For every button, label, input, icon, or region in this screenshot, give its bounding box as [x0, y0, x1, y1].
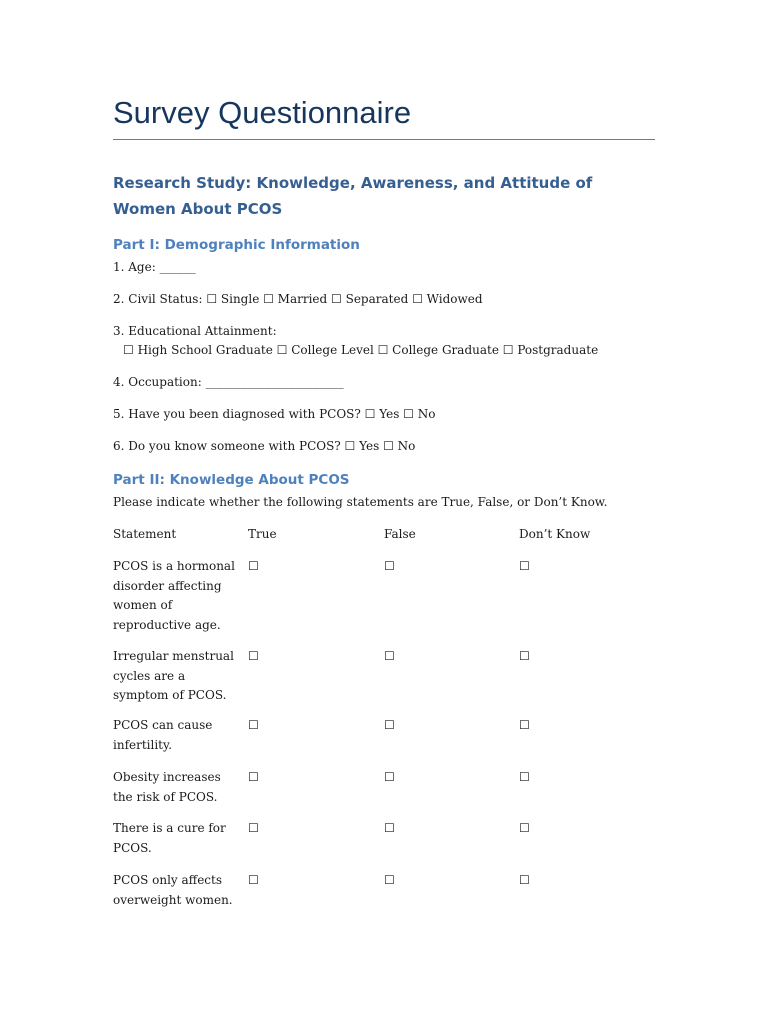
- part1-heading: Part I: Demographic Information: [113, 237, 360, 253]
- dont-know-checkbox[interactable]: ☐: [519, 559, 530, 573]
- false-checkbox[interactable]: ☐: [384, 770, 395, 784]
- false-checkbox[interactable]: ☐: [384, 649, 395, 663]
- study-subtitle: Research Study: Knowledge, Awareness, and Attitude of Women About PCOS: [113, 174, 593, 218]
- question-civil-status: 2. Civil Status: ☐ Single ☐ Married ☐ Separated ☐ Widowed: [113, 292, 483, 306]
- question-education-label: 3. Educational Attainment:: [113, 324, 277, 338]
- question-know-someone: 6. Do you know someone with PCOS? ☐ Yes ☐ No: [113, 439, 416, 453]
- column-header-true: True: [248, 527, 277, 541]
- false-checkbox[interactable]: ☐: [384, 821, 395, 835]
- part2-heading: Part II: Knowledge About PCOS: [113, 472, 350, 488]
- part2-instruction: Please indicate whether the following statements are True, False, or Don’t Know.: [113, 495, 608, 509]
- false-checkbox[interactable]: ☐: [384, 873, 395, 887]
- dont-know-checkbox[interactable]: ☐: [519, 873, 530, 887]
- statement-cell: Irregular menstrual cycles are a symptom of PCOS.: [113, 649, 234, 702]
- false-checkbox[interactable]: ☐: [384, 559, 395, 573]
- true-checkbox[interactable]: ☐: [248, 821, 259, 835]
- question-diagnosed: 5. Have you been diagnosed with PCOS? ☐ Yes ☐ No: [113, 407, 436, 421]
- true-checkbox[interactable]: ☐: [248, 770, 259, 784]
- column-header-dont-know: Don’t Know: [519, 527, 591, 541]
- true-checkbox[interactable]: ☐: [248, 873, 259, 887]
- true-checkbox[interactable]: ☐: [248, 559, 259, 573]
- question-education-options: ☐ High School Graduate ☐ College Level ☐ College Graduate ☐ Postgraduate: [123, 343, 599, 357]
- column-header-false: False: [384, 527, 416, 541]
- statement-cell: PCOS is a hormonal disorder affecting women of reproductive age.: [113, 559, 235, 632]
- false-checkbox[interactable]: ☐: [384, 718, 395, 732]
- statement-cell: PCOS only affects overweight women.: [113, 873, 233, 907]
- dont-know-checkbox[interactable]: ☐: [519, 770, 530, 784]
- question-occupation: 4. Occupation: _______________________: [113, 375, 344, 389]
- statement-cell: There is a cure for PCOS.: [113, 821, 226, 855]
- true-checkbox[interactable]: ☐: [248, 649, 259, 663]
- dont-know-checkbox[interactable]: ☐: [519, 821, 530, 835]
- statement-cell: Obesity increases the risk of PCOS.: [113, 770, 221, 804]
- true-checkbox[interactable]: ☐: [248, 718, 259, 732]
- document-title: Survey Questionnaire: [113, 95, 412, 130]
- column-header-statement: Statement: [113, 527, 177, 541]
- statement-cell: PCOS can cause infertility.: [113, 718, 213, 752]
- dont-know-checkbox[interactable]: ☐: [519, 649, 530, 663]
- dont-know-checkbox[interactable]: ☐: [519, 718, 530, 732]
- title-divider: [113, 139, 655, 140]
- question-age: 1. Age: ______: [113, 260, 196, 274]
